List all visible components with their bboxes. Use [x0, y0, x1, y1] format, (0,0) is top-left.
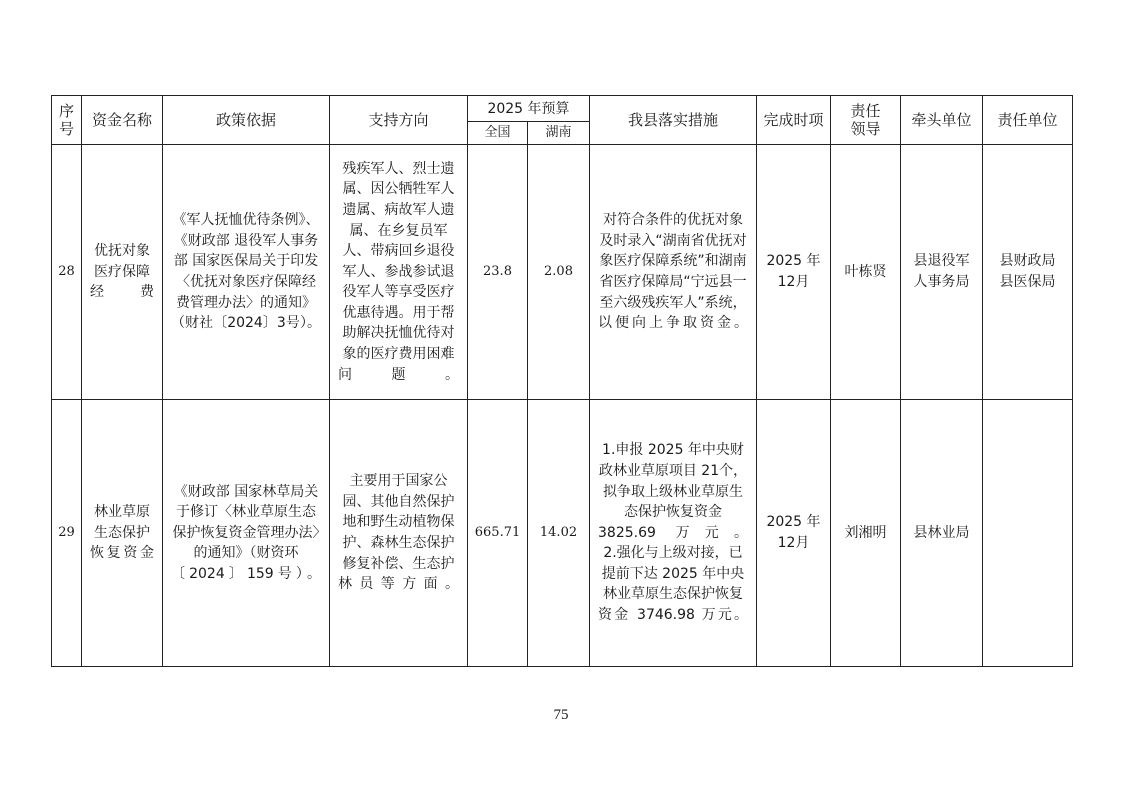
row-support-direction: 主要用于国家公园、其他自然保护地和野生动植物保护、森林生态保护修复补偿、生态护林员等方面。 [330, 400, 468, 667]
row-lead-unit: 县退役军人事务局 [901, 145, 983, 400]
row-budget-national: 665.71 [468, 400, 528, 667]
row-completion-time: 2025 年 12月 [757, 145, 831, 400]
table-header-row [52, 96, 1073, 122]
header-national: 全国 [468, 122, 528, 145]
row-county-measures: 1.申报 2025 年中央财政林业草原项目 21个，拟争取上级林业草原生态保护恢复资金3825.69 万元。 2.强化与上级对接，已提前下达 2025 年中央林业草原生态保护恢复资金 3746.98 万元。 [590, 400, 757, 667]
row-budget-hunan: 2.08 [528, 145, 590, 400]
row-budget-hunan: 14.02 [528, 400, 590, 667]
row-seq: 28 [52, 145, 82, 400]
header-seq: 序号 [52, 96, 82, 145]
row-budget-national: 23.8 [468, 145, 528, 400]
row-fund-name: 林业草原生态保护恢复资金 [82, 400, 163, 667]
header-responsible-leader: 责任领导 [831, 96, 901, 145]
row-responsible-leader: 刘湘明 [831, 400, 901, 667]
row-policy-basis: 《军人抚恤优待条例》、《财政部 退役军人事务部 国家医保局关于印发〈优抚对象医疗保障经费管理办法〉的通知》（财社〔2024〕3号）。 [163, 145, 330, 400]
header-fund-name: 资金名称 [82, 96, 163, 145]
header-support-direction: 支持方向 [330, 96, 468, 145]
header-budget-2025: 2025 年预算 [468, 96, 590, 122]
header-hunan: 湖南 [528, 122, 590, 145]
row-county-measures: 对符合条件的优抚对象及时录入“湖南省优抚对象医疗保障系统”和湖南省医疗保障局“宁远县一至六级残疾军人”系统，以便向上争取资金。 [590, 145, 757, 400]
row-responsible-leader: 叶栋贤 [831, 145, 901, 400]
header-lead-unit: 牵头单位 [901, 96, 983, 145]
row-lead-unit: 县林业局 [901, 400, 983, 667]
header-policy-basis: 政策依据 [163, 96, 330, 145]
table-row [52, 145, 1073, 400]
row-completion-time: 2025 年 12月 [757, 400, 831, 667]
row-policy-basis: 《财政部 国家林草局关于修订〈林业草原生态保护恢复资金管理办法〉的通知》（财资环〔2024〕159号）。 [163, 400, 330, 667]
page-number: 75 [553, 707, 569, 723]
row-fund-name: 优抚对象医疗保障经费 [82, 145, 163, 400]
row-responsible-unit: 县财政局 县医保局 [983, 145, 1073, 400]
table-row [52, 400, 1073, 667]
header-county-measures: 我县落实措施 [590, 96, 757, 145]
header-completion-time: 完成时项 [757, 96, 831, 145]
row-responsible-unit [983, 400, 1073, 667]
row-support-direction: 残疾军人、烈士遗属、因公牺牲军人遗属、病故军人遗属、在乡复员军人、带病回乡退役军人、参战参试退役军人等享受医疗优惠待遇。用于帮助解决抚恤优待对象的医疗费用困难问题。 [330, 145, 468, 400]
row-seq: 29 [52, 400, 82, 667]
header-responsible-unit: 责任单位 [983, 96, 1073, 145]
budget-table [51, 95, 1073, 667]
